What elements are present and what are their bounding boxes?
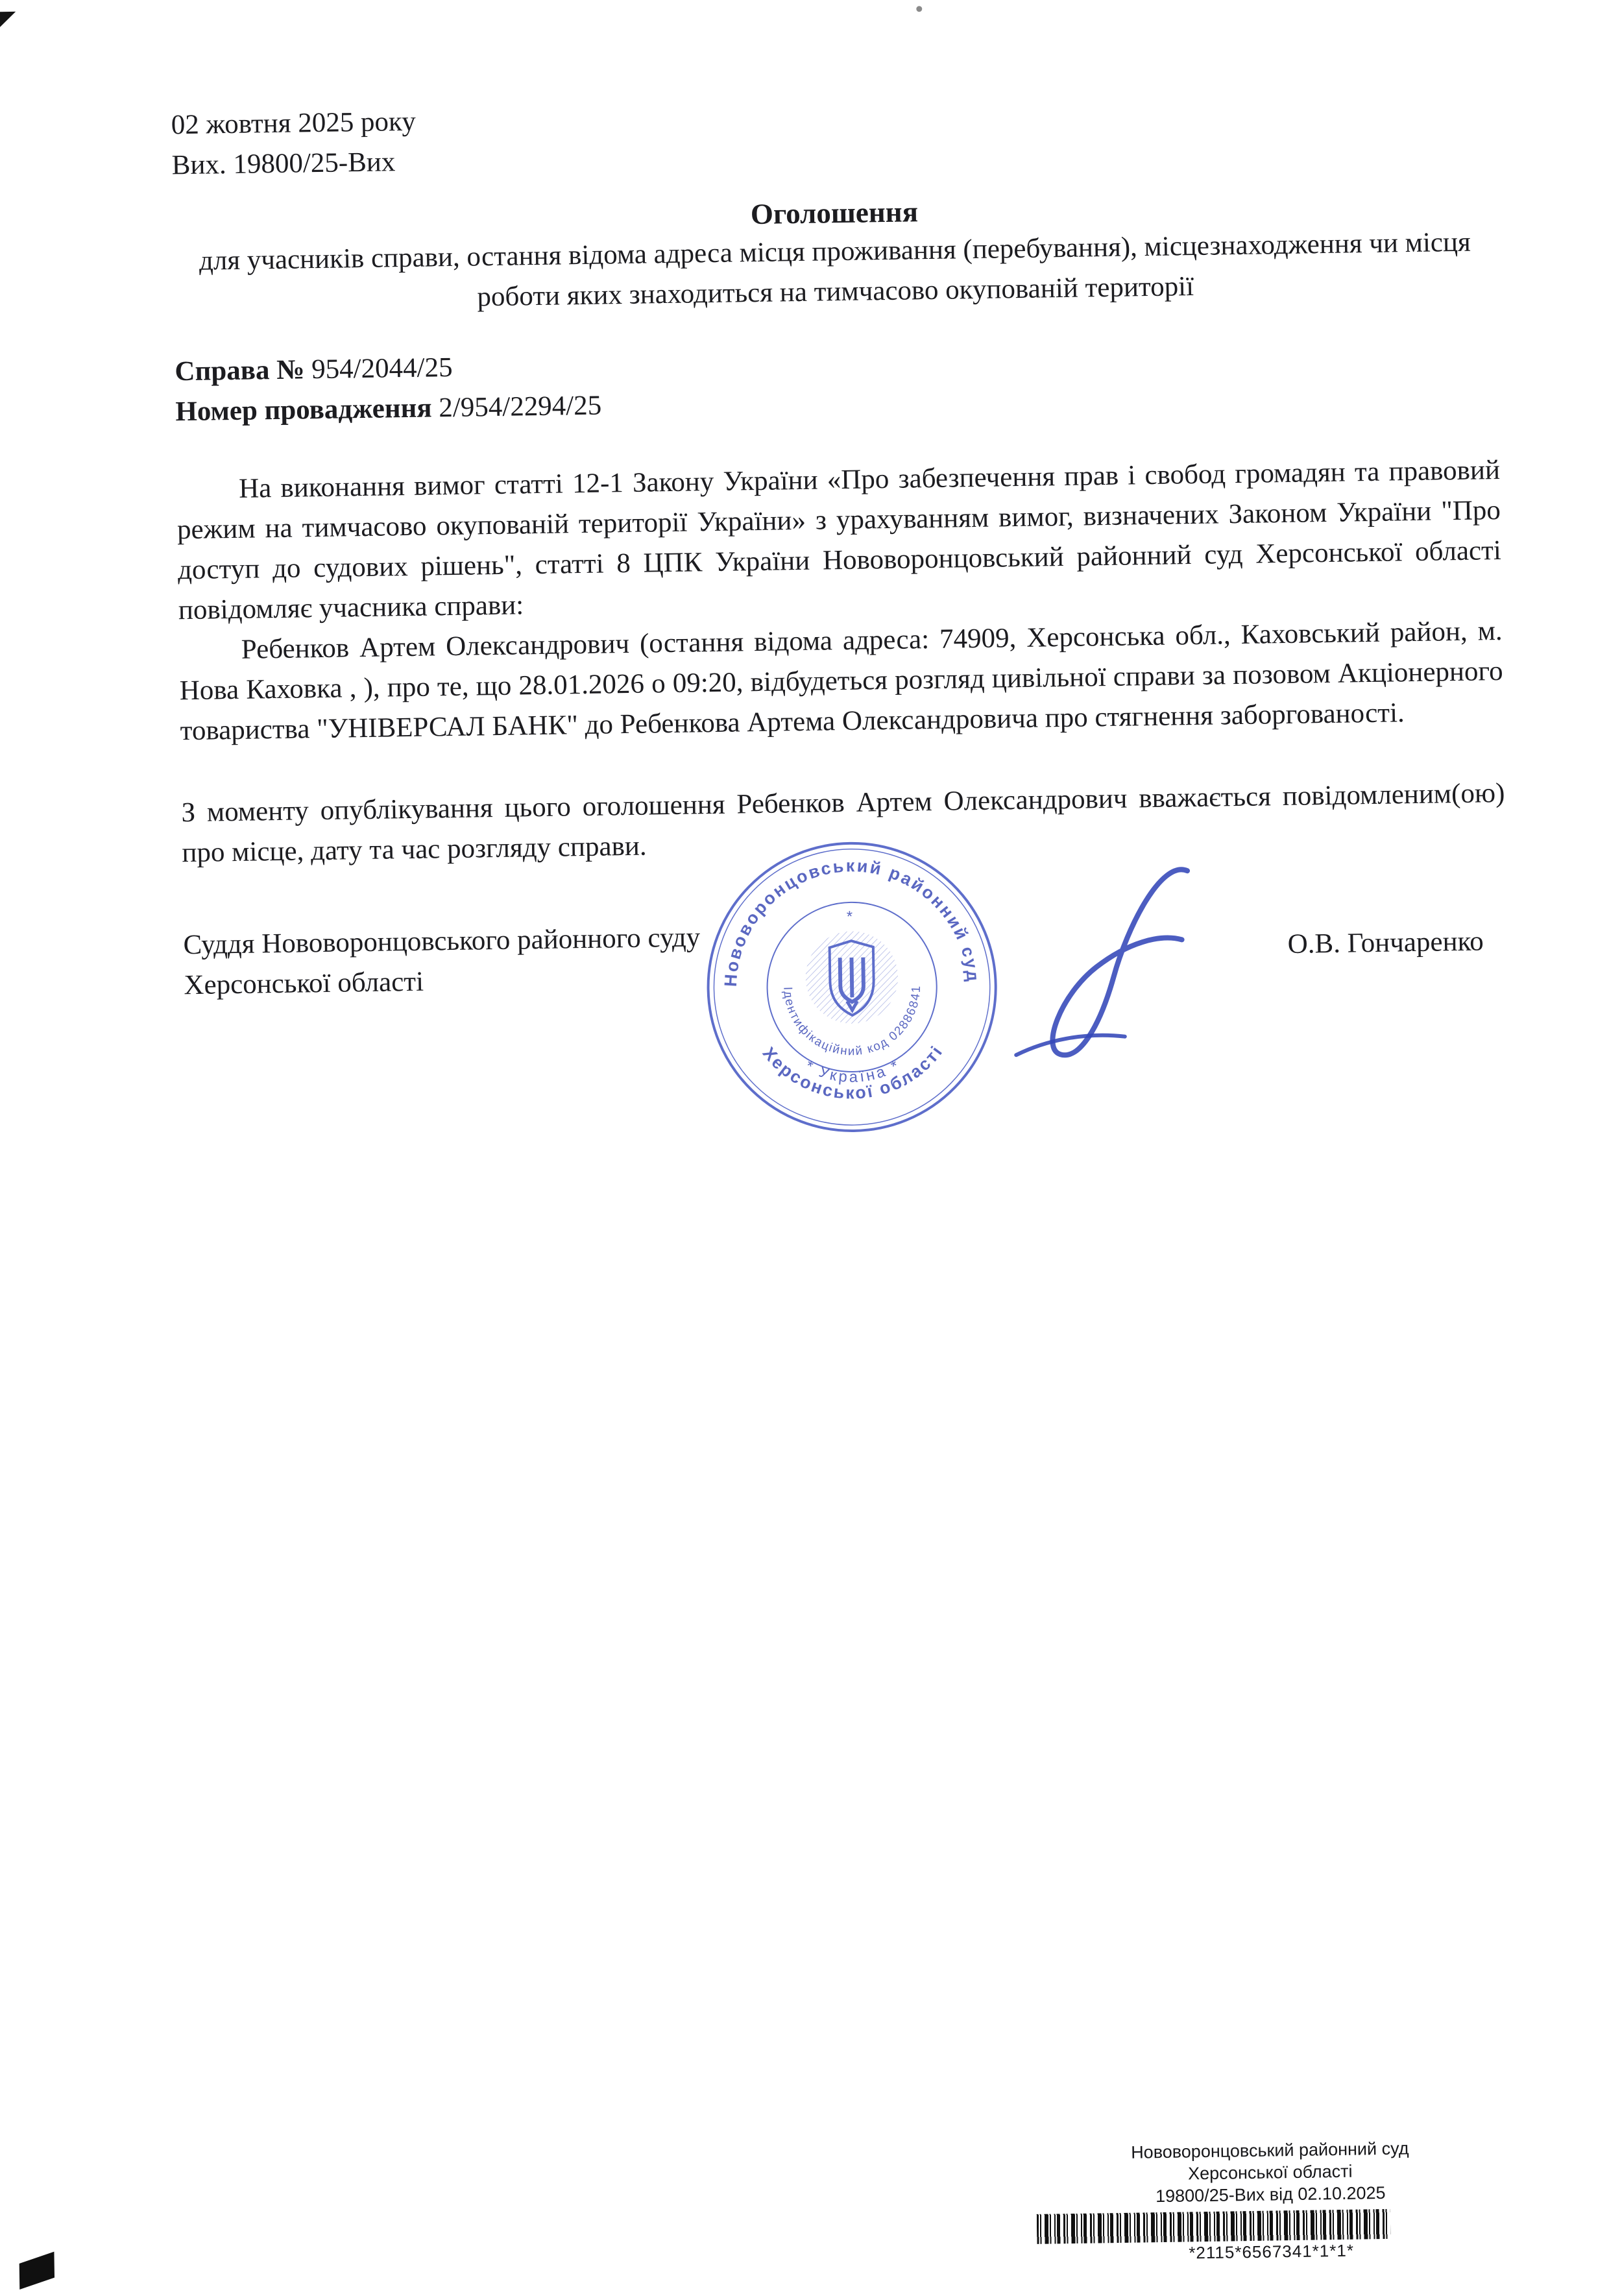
document-title: Оголошення xyxy=(750,195,919,231)
proceeding-number-value: 2/954/2294/25 xyxy=(439,390,602,424)
seal-country-text: * Україна * xyxy=(802,1056,904,1087)
judge-title-line2: Херсонської області xyxy=(184,966,424,1001)
scan-artifact-top-left xyxy=(0,12,16,41)
paragraph-legal-basis: На виконання вимог статті 12-1 Закону України «Про забезпечення прав і свобод громадян та правовий режим на тимчасово окупованій території України» з урахуванням вимог, визначених Законом України "Про доступ до судових рішень", статті 8 ЦПК України Нововоронцовський районний суд Херсонської області повідомляє учасника справи: xyxy=(176,455,1502,626)
barcode-icon xyxy=(1037,2209,1391,2244)
footer-ref-date: 19800/25-Вих від 02.10.2025 xyxy=(1155,2182,1386,2206)
proceeding-number-label: Номер провадження xyxy=(175,393,432,428)
document-date: 02 жовтня 2025 року xyxy=(171,106,417,141)
judge-title-block xyxy=(183,917,701,1006)
scan-artifact-top-center xyxy=(916,6,922,12)
case-info-block xyxy=(175,332,1499,432)
seal-region-text: Херсонської області xyxy=(758,1041,947,1103)
scan-artifact-bottom-left xyxy=(19,2252,54,2290)
case-number-value: 954/2044/25 xyxy=(311,352,453,385)
document-subtitle: для учасників справи, остання відома адреса місця проживання (перебування), місцезнаходження чи місця роботи яких знаходиться на тимчасово окупованій території xyxy=(199,226,1471,313)
judge-name: О.В. Гончаренко xyxy=(1287,926,1484,960)
case-number-label: Справа № xyxy=(175,354,305,387)
barcode-number: *2115*6567341*1*1* xyxy=(1189,2240,1355,2263)
outgoing-number: Вих. 19800/25-Вих xyxy=(171,147,396,181)
footer-court-name: Нововоронцовський районний суд xyxy=(1130,2138,1409,2162)
seal-id-code-text: Ідентифікаційний код 02886841 xyxy=(781,984,923,1058)
seal-top-star: * xyxy=(846,908,856,926)
registration-footer xyxy=(1030,2136,1512,2266)
judge-signature-icon xyxy=(998,854,1215,1084)
footer-court-region: Херсонської області xyxy=(1187,2161,1353,2184)
paragraph-publication-effect: З моменту опублікування цього оголошення Ребенков Артем Олександрович вважається повідомленим(ою) про місце, дату та час розгляду справи. xyxy=(181,777,1505,869)
paragraph-notice: Ребенков Артем Олександрович (остання відома адреса: 74909, Херсонська обл., Каховський район, м. Нова Каховка , ), про те, що 28.01.2026 о 09:20, відбудеться розгляд цивільної справи за позовом Акціонерного товариства "УНІВЕРСАЛ БАНК" до Ребенкова Артема Олександровича про стягнення заборгованості. xyxy=(179,615,1503,747)
seal-court-name-text: Нововоронцовський районний суд xyxy=(720,856,984,987)
judge-title-line1: Суддя Нововоронцовського районного суду xyxy=(183,922,701,961)
court-seal-stamp-icon xyxy=(702,838,1002,1137)
